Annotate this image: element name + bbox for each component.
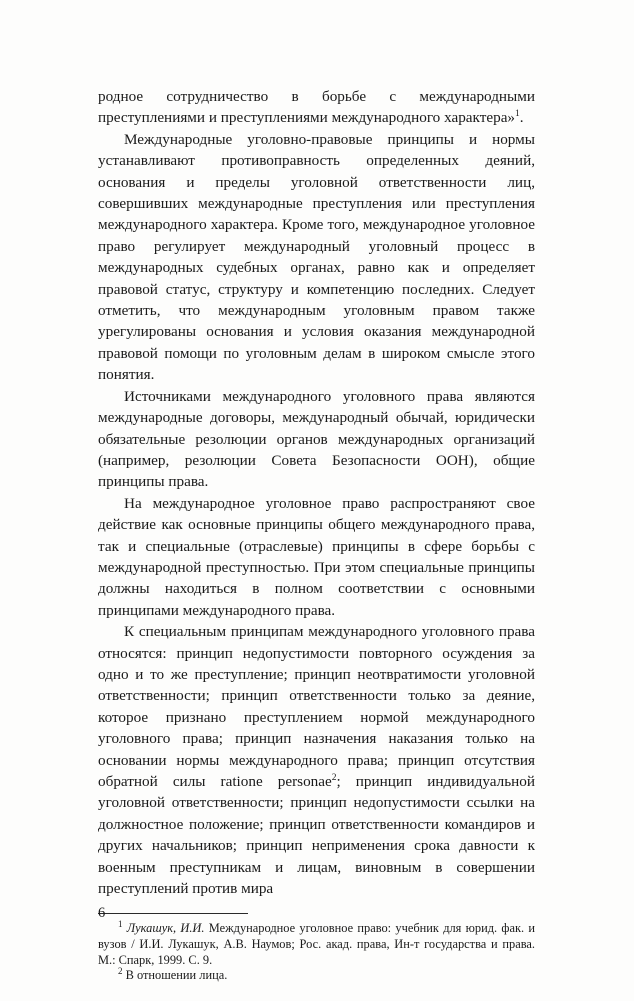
footnote-separator (98, 913, 248, 914)
footnote-ref-2[interactable]: 2 (331, 772, 337, 783)
page-content (98, 86, 535, 984)
footnote-2-marker: 2 (118, 966, 123, 977)
paragraph-1-text: родное сотрудничество в борьбе с международными преступлениями и преступлениями международного характера» (98, 88, 535, 127)
page-number: 6 (98, 905, 106, 921)
paragraph-5-tail: ; принцип индивидуальной уголовной ответственности; принцип недопустимости ссылки на должностное положение; принцип ответственности командиров и других начальников; принцип неприменения срока давности к военным преступникам и лицам, виновным в совершении преступлений против мира (98, 773, 535, 898)
footnote-2 (98, 968, 535, 984)
footnote-ref-1[interactable]: 1 (515, 109, 520, 120)
footnote-2-text: В отношении лица. (125, 968, 228, 983)
footnote-1-author: Лукашук, И.И. (126, 921, 205, 936)
footnotes (98, 921, 535, 983)
paragraph-5 (98, 621, 535, 899)
paragraph-3: Источниками международного уголовного права являются международные договоры, международный обычай, юридически обязательные резолюции органов международных организаций (например, резолюции Совета Безопасности ООН), общие принципы права. (98, 387, 535, 491)
footnote-1-text: Международное уголовное право: учебник для юрид. фак. и вузов / И.И. Лукашук, А.В. Наумов; Рос. акад. права, Ин-т государства и права. М.: Спарк, 1999. С. 9. (98, 921, 535, 967)
paragraph-4: На международное уголовное право распространяют свое действие как основные принципы общего международного права, так и специальные (отраслевые) принципы в сфере борьбы с международной преступностью. При этом специальные принципы должны находиться в полном соответствии с основными принципами международного права. (98, 494, 535, 619)
paragraph-5-text: К специальным принципам международного уголовного права относятся: принцип недопустимости повторного осуждения за одно и то же преступление; принцип неотвратимости уголовной ответственности; принцип ответственности только за деяние, которое признано преступлением нормой международного уголовного права; принцип назначения наказания только на основании нормы международного права; принцип отсутствия обратной силы ratione personae (98, 623, 535, 790)
footnote-1 (98, 921, 535, 968)
body-text (98, 86, 535, 899)
footnote-1-marker: 1 (118, 919, 123, 930)
paragraph-1: родное сотрудничество в борьбе с международными преступлениями и преступлениями международного характера»$^1$. (98, 88, 535, 127)
paragraph-2: Международные уголовно-правовые принципы и нормы устанавливают противоправность определенных деяний, основания и пределы уголовной ответственности лиц, совершивших международные преступления или преступления международного характера. Кроме того, международное уголовное право регулирует международный уголовный процесс в международных судебных органах, равно как и определяет правовой статус, структуру и компетенцию последних. Следует отметить, что международным уголовным правом также урегулированы основания и условия оказания международной правовой помощи по уголовным делам в широком смысле этого понятия. (98, 130, 535, 384)
